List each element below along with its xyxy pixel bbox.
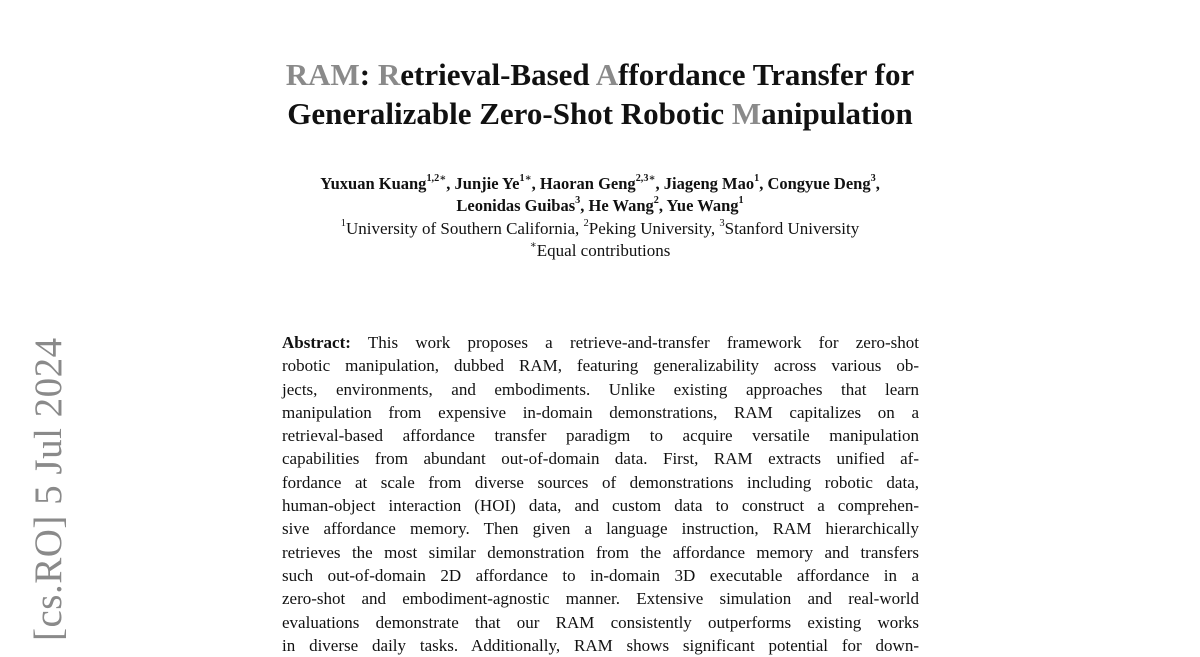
title-line-2 (0, 94, 1200, 133)
abstract-text: in diverse daily tasks. Additionally, RAM shows significant potential for down- (282, 635, 919, 655)
affiliation-separator: , (575, 219, 584, 238)
author-affiliation-marker: 2,3∗ (635, 172, 656, 184)
author-name: Yue Wang (666, 196, 739, 215)
author-separator: , (759, 174, 768, 193)
title-highlight-letter: RAM (285, 57, 360, 92)
author-affiliation-marker: 3 (870, 172, 876, 184)
abstract-line (282, 541, 919, 564)
author-affiliation-marker: 1,2∗ (426, 172, 447, 184)
author-separator: , (655, 174, 664, 193)
author-separator: , (531, 174, 540, 193)
abstract-text: This work proposes a retrieve-and-transfer framework for zero-shot (367, 333, 919, 352)
title-text: anipulation (761, 96, 913, 131)
abstract-line (282, 564, 919, 587)
title-highlight-letter: A (595, 57, 619, 92)
abstract-label: Abstract: (282, 333, 351, 352)
equal-contribution-marker: ∗ (529, 239, 537, 251)
abstract-line (282, 424, 919, 447)
abstract-line (282, 471, 919, 494)
affiliation-separator: , (710, 219, 720, 238)
paper-title (0, 55, 1200, 133)
title-text: etrieval-Based (400, 57, 596, 92)
author-affiliation-marker: 1∗ (519, 172, 532, 184)
abstract-line (282, 354, 919, 377)
author-name: Junjie Ye (454, 174, 520, 193)
author-name: He Wang (588, 196, 654, 215)
author-affiliation-marker: 1 (754, 172, 760, 184)
abstract-line (282, 611, 919, 634)
author-name: Yuxuan Kuang (320, 174, 427, 193)
title-text: Generalizable Zero-Shot Robotic (287, 96, 732, 131)
abstract-line (282, 447, 919, 470)
abstract-text: evaluations demonstrate that our RAM consistently outperforms existing works (282, 612, 919, 632)
abstract-text: such out-of-domain 2D affordance to in-domain 3D executable affordance in a (282, 565, 919, 585)
author-separator: , (446, 174, 455, 193)
title-line-1 (0, 55, 1200, 94)
author-affiliation-marker: 1 (738, 194, 744, 206)
affiliation-name: Peking University (588, 219, 711, 238)
author-list (0, 173, 1200, 217)
abstract-text: sive affordance memory. Then given a language instruction, RAM hierarchically (282, 519, 919, 539)
abstract-line (282, 378, 919, 401)
abstract-text: retrieval-based affordance transfer paradigm to acquire versatile manipulation (282, 426, 919, 446)
author-name: Congyue Deng (767, 174, 871, 193)
affiliation-marker: 3 (719, 217, 725, 229)
abstract-text: retrieves the most similar demonstration from the affordance memory and transfers (282, 542, 919, 562)
abstract-line (282, 634, 919, 657)
abstract-line (282, 331, 919, 354)
affiliation-marker: 2 (583, 217, 589, 229)
author-separator: , (658, 196, 667, 215)
abstract-text: capabilities from abundant out-of-domain data. First, RAM extracts unified af- (282, 449, 919, 469)
affiliation-marker: 1 (340, 217, 346, 229)
abstract-line (282, 401, 919, 424)
affiliation-name: University of Southern California (346, 219, 575, 238)
abstract-text: human-object interaction (HOI) data, and custom data to construct a comprehen- (282, 496, 919, 516)
title-highlight-letter: R (377, 57, 401, 92)
author-affiliation-marker: 3 (575, 194, 581, 206)
author-line-1 (0, 173, 1200, 195)
title-highlight-letter: M (731, 96, 762, 131)
author-separator: , (580, 196, 589, 215)
abstract-text: manipulation from expensive in-domain demonstrations, RAM capitalizes on a (282, 402, 919, 422)
abstract-text: fordance at scale from diverse sources of demonstrations including robotic data, (282, 472, 919, 492)
abstract-line (282, 517, 919, 540)
equal-contribution-note (0, 240, 1200, 262)
affiliations (0, 218, 1200, 240)
author-affiliation-marker: 2 (653, 194, 659, 206)
affiliation-name: Stanford University (724, 219, 860, 238)
author-name: Haoran Geng (539, 174, 636, 193)
author-separator: , (875, 174, 880, 193)
author-name: Jiageng Mao (663, 174, 755, 193)
author-name: Leonidas Guibas (456, 196, 576, 215)
abstract-text: jects, environments, and embodiments. Unlike existing approaches that learn (282, 379, 919, 399)
abstract-line (282, 587, 919, 610)
title-text: : (359, 57, 378, 92)
equal-contribution-text: Equal contributions (536, 241, 671, 260)
arxiv-side-stamp: [cs.RO] 5 Jul 2024 (27, 337, 70, 641)
abstract (282, 331, 919, 657)
abstract-text: zero-shot and embodiment-agnostic manner. Extensive simulation and real-world (282, 589, 919, 609)
abstract-line (282, 494, 919, 517)
title-text: ffordance Transfer for (618, 57, 915, 92)
abstract-text: robotic manipulation, dubbed RAM, featuring generalizability across various ob- (282, 356, 919, 376)
author-line-2 (0, 195, 1200, 217)
